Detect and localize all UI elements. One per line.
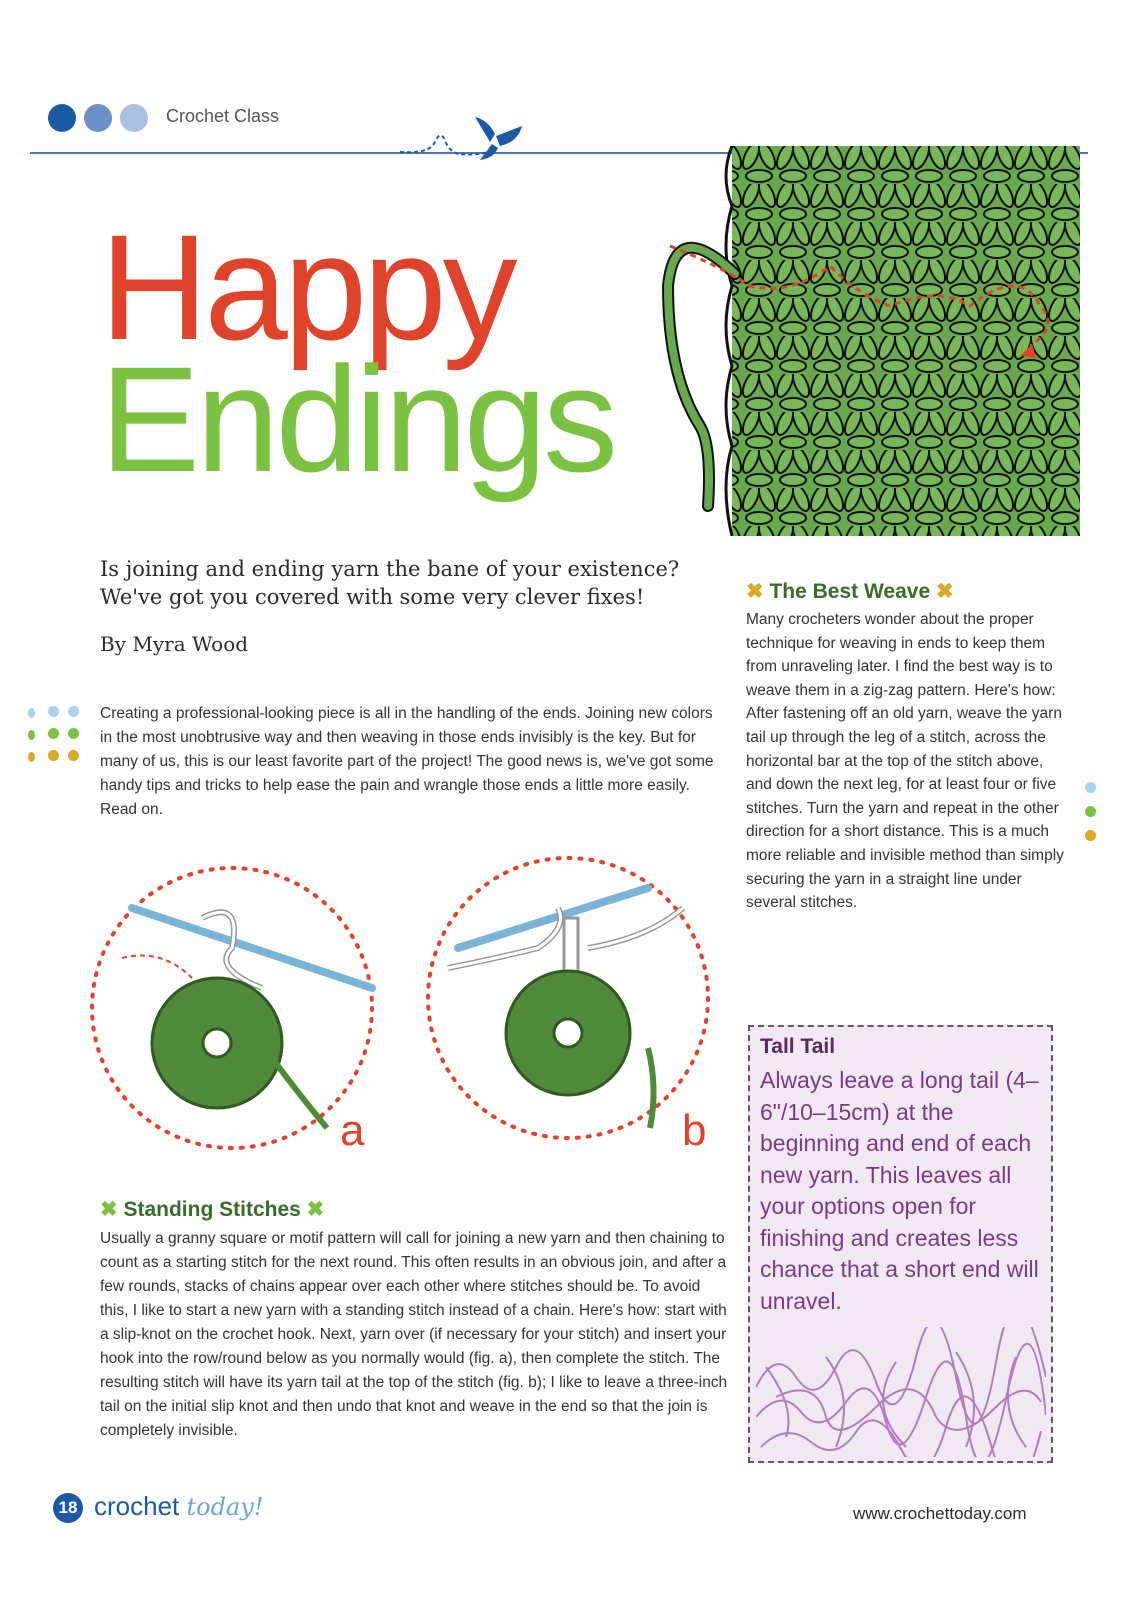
intro-dot bbox=[48, 728, 59, 739]
page-title-line2: Endings bbox=[100, 335, 615, 503]
figure-label-b: b bbox=[682, 1106, 707, 1155]
figure-a-illustration bbox=[82, 858, 382, 1158]
intro-dot bbox=[68, 706, 79, 717]
tall-tail-sidebar bbox=[748, 1025, 1053, 1463]
tall-tail-body: Always leave a long tail (4–6"/10–15cm) at the beginning and end of each new yarn. This leaves all your options open for finishing and creates less chance that a short end will unravel. bbox=[760, 1067, 1039, 1314]
intro-dot bbox=[28, 752, 35, 762]
cross-icon: ✖ bbox=[306, 1198, 325, 1221]
logo-main: crochet bbox=[94, 1491, 180, 1521]
margin-dot bbox=[1085, 830, 1096, 841]
byline: By Myra Wood bbox=[100, 632, 249, 656]
deck-text: Is joining and ending yarn the bane of your existence? We've got you covered with some very clever fixes! bbox=[100, 557, 680, 609]
footer-url[interactable]: www.crochettoday.com bbox=[853, 1504, 1027, 1523]
best-weave-title: The Best Weave bbox=[769, 580, 931, 603]
standing-stitches-heading bbox=[100, 1197, 324, 1222]
standing-stitches-body: Usually a granny square or motif pattern will call for joining a new yarn and then chaining to count as a starting stitch for the next round. This often results in an obvious join, and after a few rounds, stacks of chains appear over each other where stitches should be. To avoid this, I like to start a new yarn with a standing stitch instead of a chain. Here's how: start with a slip-knot on the crochet hook. Next, yarn over (if necessary for your stitch) and insert your hook into the row/round below as you normally would (fig. a), then complete the stitch. The resulting stitch will have its yarn tail at the top of the stitch (fig. b); I like to leave a three-inch tail on the initial slip knot and then undo that knot and weave in the end so that the join is completely invisible. bbox=[100, 1230, 728, 1439]
logo-accent: today! bbox=[186, 1493, 264, 1521]
page-title-line1: Happy bbox=[100, 203, 514, 371]
butterfly-icon bbox=[400, 112, 530, 172]
tall-tail-title: Tall Tail bbox=[760, 1035, 836, 1058]
best-weave-heading bbox=[746, 579, 954, 604]
standing-stitches-title: Standing Stitches bbox=[123, 1198, 301, 1221]
best-weave-body: Many crocheters wonder about the proper technique for weaving in ends to keep them from unraveling later. I find the best way is to weave them in a zig-zag pattern. Here's how: After fastening off an old yarn, weave the yarn tail up through the leg of a stitch, across the horizontal bar at the top of the stitch above, and down the next leg, for at least four or five stitches. Turn the yarn and repeat in the other direction for a short distance. This is a much more reliable and invisible method than simply securing the yarn in a straight line under several stitches. bbox=[746, 611, 1064, 912]
cross-icon: ✖ bbox=[100, 1198, 118, 1221]
intro-dot bbox=[48, 750, 59, 761]
section-label: Crochet Class bbox=[166, 106, 280, 126]
intro-dot bbox=[68, 750, 79, 761]
intro-dot bbox=[68, 728, 79, 739]
margin-dot bbox=[1085, 806, 1096, 817]
figure-b-illustration bbox=[418, 848, 718, 1148]
footer-logo bbox=[94, 1491, 263, 1522]
intro-dot bbox=[28, 730, 35, 740]
yarn-tangle-illustration bbox=[756, 1327, 1046, 1457]
header-dot-3 bbox=[120, 104, 148, 132]
intro-dot bbox=[28, 708, 35, 718]
margin-dot bbox=[1085, 782, 1096, 793]
intro-dot bbox=[48, 706, 59, 717]
intro-paragraph: Creating a professional-looking piece is all in the handling of the ends. Joining new colors in the most unobtrusive way and then weaving in those ends invisibly is the key. But for many of us, this is our least favorite part of the project! The good news is, we've got some handy tips and tricks to help ease the pain and wrangle those ends a little more easily. Read on. bbox=[100, 705, 714, 818]
knit-swatch-illustration bbox=[640, 146, 1080, 536]
cross-icon: ✖ bbox=[746, 580, 764, 603]
header-dot-1 bbox=[48, 104, 76, 132]
figure-label-a: a bbox=[340, 1106, 365, 1155]
page-number: 18 bbox=[53, 1493, 83, 1523]
cross-icon: ✖ bbox=[935, 580, 954, 603]
header-dot-2 bbox=[84, 104, 112, 132]
